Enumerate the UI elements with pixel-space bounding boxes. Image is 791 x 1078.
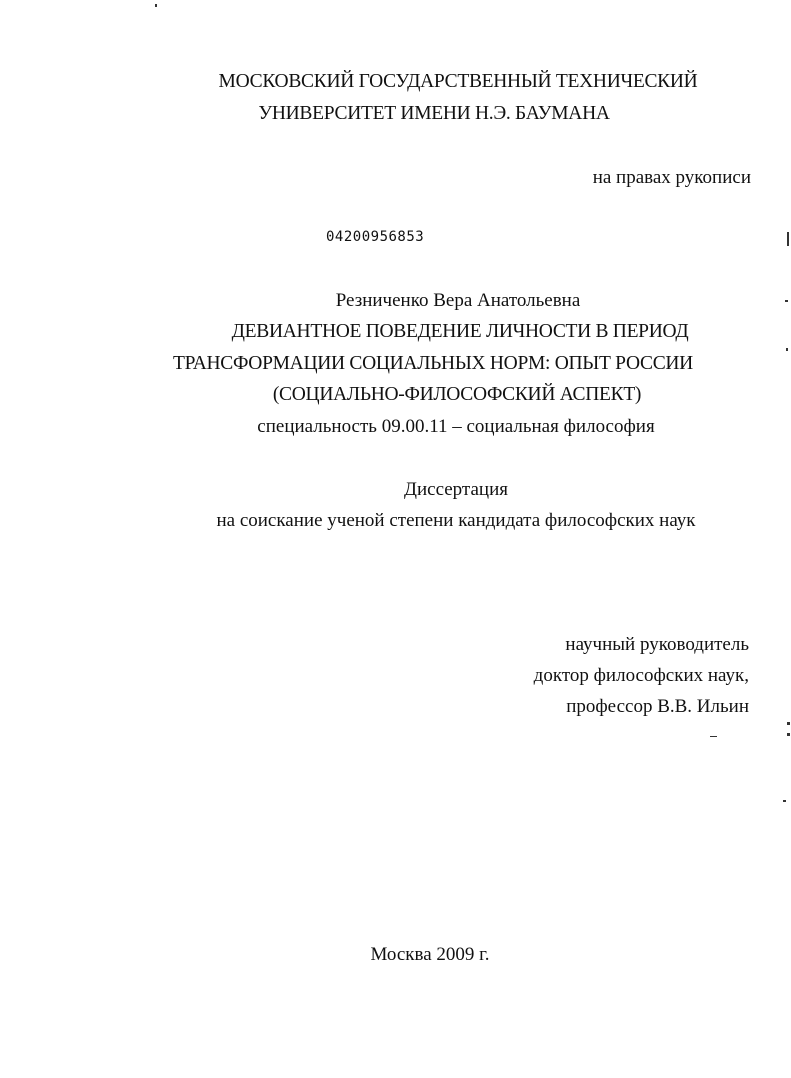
supervisor-line-1: научный руководитель [565, 634, 749, 655]
dissertation-title-line-1: ДЕВИАНТНОЕ ПОВЕДЕНИЕ ЛИЧНОСТИ В ПЕРИОД [231, 321, 689, 342]
work-type: Диссертация [404, 479, 508, 500]
institution-line-1: МОСКОВСКИЙ ГОСУДАРСТВЕННЫЙ ТЕХНИЧЕСКИЙ [218, 71, 698, 92]
supervisor-line-2: доктор философских наук, [533, 665, 749, 686]
degree-line: на соискание ученой степени кандидата философских наук [216, 510, 696, 531]
scan-mark [787, 232, 789, 246]
scan-mark [786, 348, 788, 351]
scan-mark [155, 4, 157, 7]
scan-mark [785, 300, 788, 302]
specialty: специальность 09.00.11 – социальная философия [257, 416, 655, 437]
supervisor-line-3: профессор В.В. Ильин [566, 696, 749, 717]
author-name: Резниченко Вера Анатольевна [335, 290, 581, 311]
catalog-number: 04200956853 [326, 229, 425, 245]
scan-mark [787, 722, 790, 725]
city-year: Москва 2009 г. [370, 944, 490, 965]
scan-mark [783, 800, 786, 802]
institution-line-2: УНИВЕРСИТЕТ ИМЕНИ Н.Э. БАУМАНА [258, 103, 610, 124]
dissertation-title-line-2: ТРАНСФОРМАЦИИ СОЦИАЛЬНЫХ НОРМ: ОПЫТ РОССИИ [173, 353, 693, 374]
scan-mark [787, 733, 790, 736]
manuscript-note: на правах рукописи [592, 167, 751, 188]
scan-mark [710, 736, 717, 737]
dissertation-title-line-3: (СОЦИАЛЬНО-ФИЛОСОФСКИЙ АСПЕКТ) [272, 384, 642, 405]
